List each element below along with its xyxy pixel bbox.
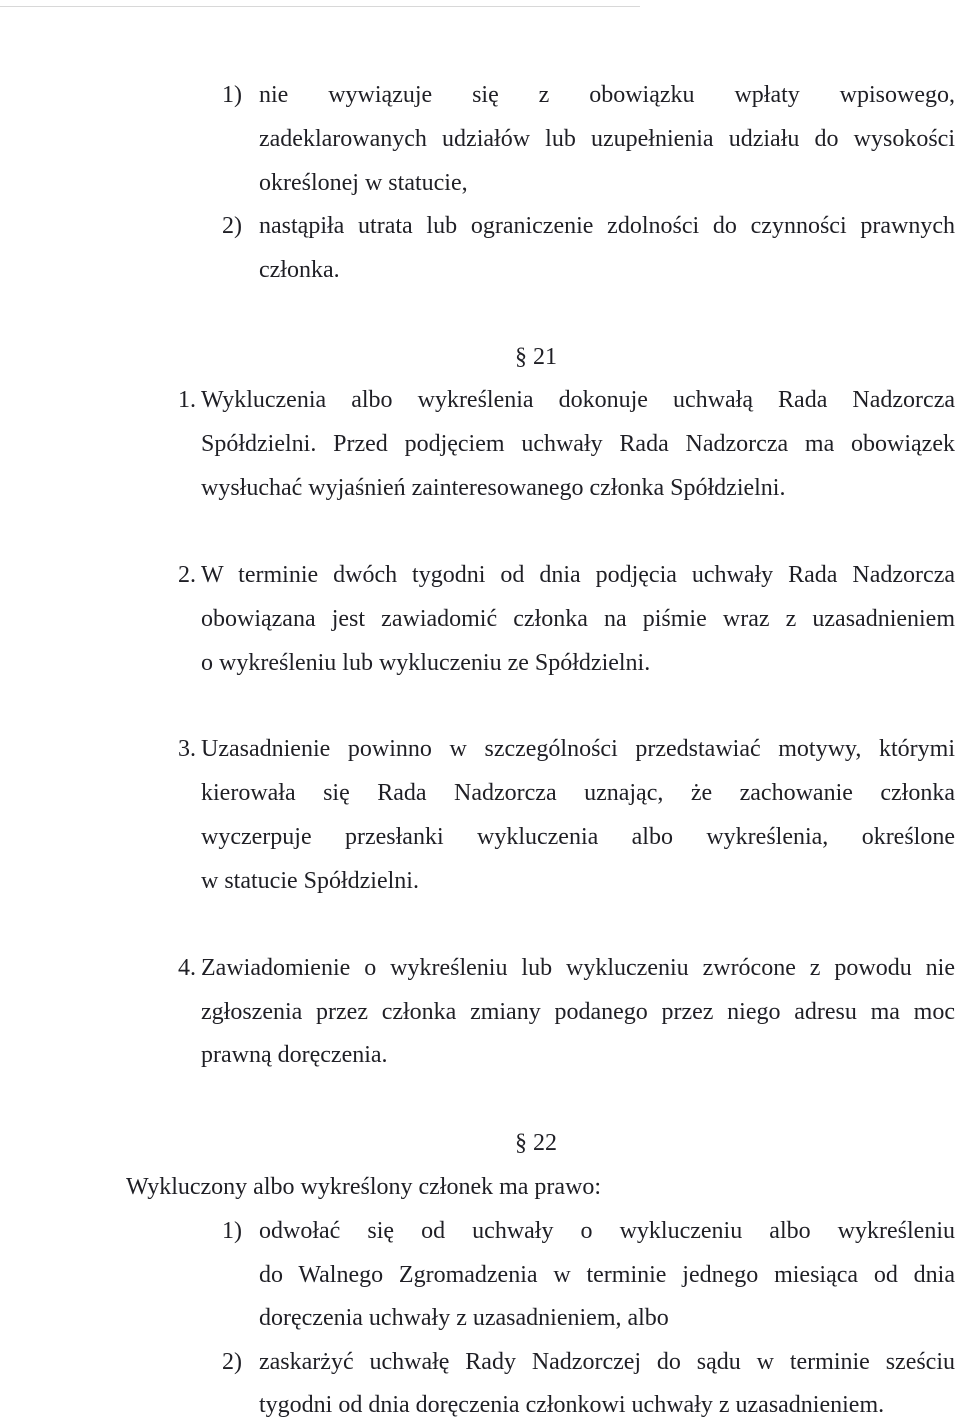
list-item-line: odwołać się od uchwały o wykluczeniu albo wykreśleniu	[259, 1218, 955, 1244]
list-item-number: 2)	[222, 1349, 242, 1375]
list-item-number: 1)	[222, 82, 242, 108]
list-item-number: 1)	[222, 1218, 242, 1244]
paragraph-line: wyczerpuje przesłanki wykluczenia albo wykreślenia, określone	[201, 824, 955, 850]
list-item-line: zadeklarowanych udziałów lub uzupełnienia udziału do wysokości	[259, 126, 955, 152]
paragraph-line: zgłoszenia przez członka zmiany podanego przez niego adresu ma moc	[201, 999, 955, 1025]
paragraph-line: obowiązana jest zawiadomić członka na piśmie wraz z uzasadnieniem	[201, 606, 955, 632]
paragraph-line: W terminie dwóch tygodni od dnia podjęcia uchwały Rada Nadzorcza	[201, 562, 955, 588]
section-heading: § 21	[515, 344, 557, 370]
list-item-line: do Walnego Zgromadzenia w terminie jednego miesiąca od dnia	[259, 1262, 955, 1288]
list-item-line: doręczenia uchwały z uzasadnieniem, albo	[259, 1305, 669, 1331]
paragraph-number: 4.	[178, 955, 196, 981]
paragraph-line: w statucie Spółdzielni.	[201, 868, 419, 894]
paragraph-line: Zawiadomienie o wykreśleniu lub wykluczeniu zwrócone z powodu nie	[201, 955, 955, 981]
list-item-line: zaskarżyć uchwałę Rady Nadzorczej do sądu w terminie sześciu	[259, 1349, 955, 1375]
list-item-number: 2)	[222, 213, 242, 239]
paragraph-line: wysłuchać wyjaśnień zainteresowanego członka Spółdzielni.	[201, 475, 786, 501]
list-item-line: członka.	[259, 257, 340, 283]
list-item-line: tygodni od dnia doręczenia członkowi uchwały z uzasadnieniem.	[259, 1392, 885, 1418]
paragraph-number: 1.	[178, 387, 196, 413]
paragraph-number: 3.	[178, 736, 196, 762]
section-heading: § 22	[515, 1130, 557, 1156]
paragraph-line: kierowała się Rada Nadzorcza uznając, że zachowanie członka	[201, 780, 955, 806]
list-item-line: określonej w statucie,	[259, 170, 468, 196]
section-intro: Wykluczony albo wykreślony członek ma prawo:	[126, 1174, 602, 1200]
paragraph-number: 2.	[178, 562, 196, 588]
paragraph-line: Spółdzielni. Przed podjęciem uchwały Rada Nadzorcza ma obowiązek	[201, 431, 955, 457]
paragraph-line: prawną doręczenia.	[201, 1042, 388, 1068]
paragraph-line: o wykreśleniu lub wykluczeniu ze Spółdzielni.	[201, 650, 651, 676]
paragraph-line: Wykluczenia albo wykreślenia dokonuje uchwałą Rada Nadzorcza	[201, 387, 955, 413]
paragraph-line: Uzasadnienie powinno w szczególności przedstawiać motywy, którymi	[201, 736, 955, 762]
top-edge-rule	[0, 6, 640, 7]
list-item-line: nastąpiła utrata lub ograniczenie zdolności do czynności prawnych	[259, 213, 955, 239]
list-item-line: nie wywiązuje się z obowiązku wpłaty wpisowego,	[259, 82, 955, 108]
